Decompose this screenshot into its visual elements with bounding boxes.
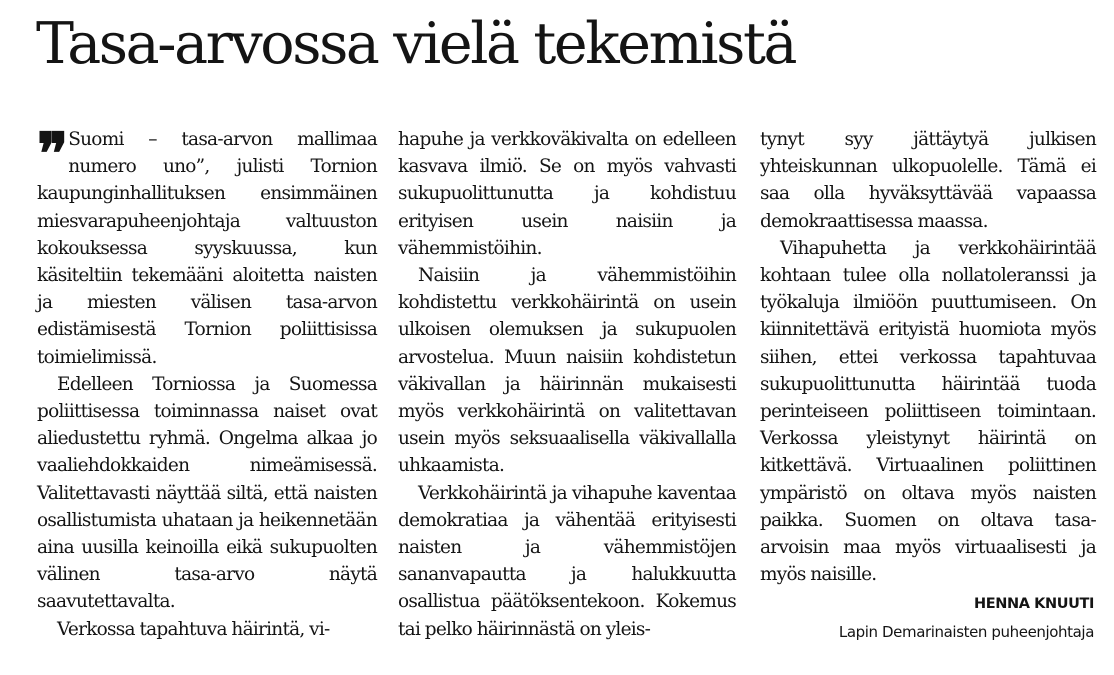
author-role: Lapin Demarinaisten puheenjohtaja (838, 623, 1094, 641)
article-column-3 (760, 126, 1096, 588)
article-column-2 (398, 126, 736, 643)
article-paragraph: Verkkohäirintä ja vihapuhe kaventaa demokratiaa ja vähentää erityisesti naisten ja vähemmistöjen sananvapautta ja halukkuutta osallistua päätöksentekoon. Kokemus tai pelko häirinnästä on yleis- (398, 482, 736, 640)
article-paragraph: tynyt syy jättäytyä julkisen yhteiskunnan ulkopuolelle. Tämä ei saa olla hyväksyttävää vapaassa demokraattisessa maassa. (760, 129, 1096, 232)
article-paragraph: Edelleen Torniossa ja Suomessa poliittisessa toiminnassa naiset ovat aliedustettu ryhmä. Ongelma alkaa jo vaaliehdokkaiden nimeämisessä. Valitettavasti näyttää siltä, että naisten osallistumista uhataan ja heikennetään aina uusilla keinoilla eikä sukupuolten välinen tasa-arvo näytä saavutettavalta. (37, 373, 377, 613)
article-paragraph: Naisiin ja vähemmistöihin kohdistettu verkkohäirintä on usein ulkoisen olemuksen ja sukupuolen arvostelua. Muun naisiin kohdistetun väkivallan ja häirinnän mukaisesti myös verkkohäirintä on valitettavan usein myös seksuaalisella väkivallalla uhkaamista. (398, 265, 736, 477)
article-paragraph: Suomi – tasa-arvon mallimaa numero uno”, julisti Tornion kaupunginhallituksen ensimmäinen miesvarapuheenjohtaja valtuuston kokouksessa syyskuussa, kun käsiteltiin tekemääni aloitetta naisten ja miesten välisen tasa-arvon edistämisestä Tornion poliittisissa toimielimissä. (37, 129, 377, 368)
article-paragraph: Verkossa tapahtuva häirintä, vi- (57, 618, 330, 640)
article-paragraph: Vihapuhetta ja verkkohäirintää kohtaan tulee olla nollatoleranssi ja työkaluja ilmiöön puuttumiseen. On kiinnitettävä erityistä huomiota myös siihen, ettei verkossa tapahtuvaa sukupuolittunutta häirintää tuoda perinteiseen poliittiseen toimintaan. Verkossa yleistynyt häirintä on kitkettävä. Virtuaalinen poliittinen ympäristö on oltava myös naisten paikka. Suomen on oltava tasa-arvoisin maa myös virtuaalisesti ja myös naisille. (760, 237, 1096, 586)
quote-mark-icon: ❞ (37, 120, 63, 188)
article-column-1 (37, 120, 377, 643)
article-paragraph: hapuhe ja verkkoväkivalta on edelleen kasvava ilmiö. Se on myös vahvasti sukupuolittunutta ja kohdistuu erityisen usein naisiin ja vähemmistöihin. (398, 129, 736, 259)
article-headline: Tasa-arvossa vielä tekemistä (36, 11, 796, 77)
author-name: HENNA KNUUTI (974, 596, 1094, 612)
